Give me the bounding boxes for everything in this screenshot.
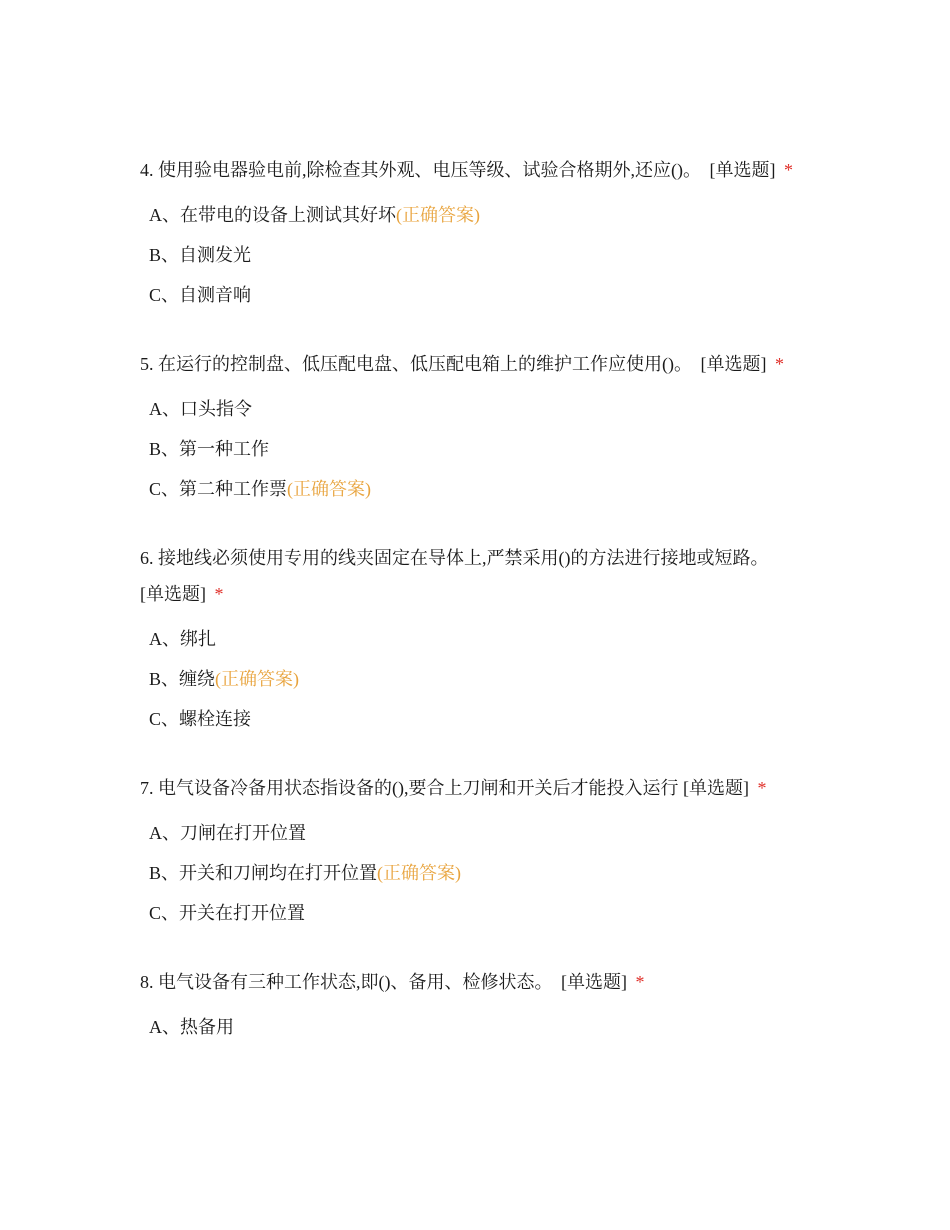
correct-answer-note: (正确答案) (377, 863, 462, 883)
option-label: C、开关在打开位置 (149, 903, 306, 923)
required-mark: * (757, 778, 767, 798)
option-a[interactable] (140, 813, 820, 853)
question-8 (140, 964, 820, 1047)
question-5 (140, 346, 820, 509)
question-type-tag: [单选题] (140, 584, 206, 604)
option-c[interactable] (140, 469, 820, 509)
option-c[interactable] (140, 699, 820, 739)
question-title (140, 152, 820, 188)
question-type-tag: [单选题] (561, 972, 627, 992)
option-c[interactable] (140, 893, 820, 933)
correct-answer-note: (正确答案) (287, 479, 372, 499)
question-text: 7. 电气设备冷备用状态指设备的(),要合上刀闸和开关后才能投入运行 (140, 778, 679, 798)
question-list (140, 152, 820, 1078)
option-label: A、口头指令 (149, 399, 252, 419)
correct-answer-note: (正确答案) (215, 669, 300, 689)
question-text: 4. 使用验电器验电前,除检查其外观、电压等级、试验合格期外,还应()。 (140, 160, 701, 180)
option-label: C、自测音响 (149, 285, 252, 305)
question-text: 6. 接地线必须使用专用的线夹固定在导体上,严禁采用()的方法进行接地或短路。 (140, 548, 769, 568)
option-label: A、在带电的设备上测试其好坏 (149, 205, 396, 225)
question-title (140, 964, 820, 1000)
option-c[interactable] (140, 275, 820, 315)
question-text: 8. 电气设备有三种工作状态,即()、备用、检修状态。 (140, 972, 553, 992)
option-label: B、缠绕 (149, 669, 216, 689)
option-label: A、绑扎 (149, 629, 216, 649)
option-label: A、刀闸在打开位置 (149, 823, 306, 843)
question-title (140, 770, 820, 806)
option-label: A、热备用 (149, 1017, 234, 1037)
question-6 (140, 540, 820, 739)
question-text: 5. 在运行的控制盘、低压配电盘、低压配电箱上的维护工作应使用()。 (140, 354, 692, 374)
option-a[interactable] (140, 389, 820, 429)
option-a[interactable] (140, 1007, 820, 1047)
question-7 (140, 770, 820, 933)
required-mark: * (775, 354, 784, 374)
option-label: C、第二种工作票 (149, 479, 288, 499)
required-mark: * (214, 584, 224, 604)
option-b[interactable] (140, 659, 820, 699)
correct-answer-note: (正确答案) (396, 205, 480, 225)
option-label: B、第一种工作 (149, 439, 270, 459)
required-mark: * (635, 972, 645, 992)
required-mark: * (784, 160, 793, 180)
option-label: B、自测发光 (149, 245, 252, 265)
option-b[interactable] (140, 235, 820, 275)
question-type-tag: [单选题] (683, 778, 749, 798)
question-type-tag: [单选题] (709, 160, 776, 180)
question-title (140, 540, 820, 612)
question-4 (140, 152, 820, 315)
option-b[interactable] (140, 853, 820, 893)
option-a[interactable] (140, 195, 820, 235)
question-title (140, 346, 820, 382)
option-a[interactable] (140, 619, 820, 659)
option-label: B、开关和刀闸均在打开位置 (149, 863, 378, 883)
option-b[interactable] (140, 429, 820, 469)
question-type-tag: [单选题] (700, 354, 767, 374)
option-label: C、螺栓连接 (149, 709, 252, 729)
